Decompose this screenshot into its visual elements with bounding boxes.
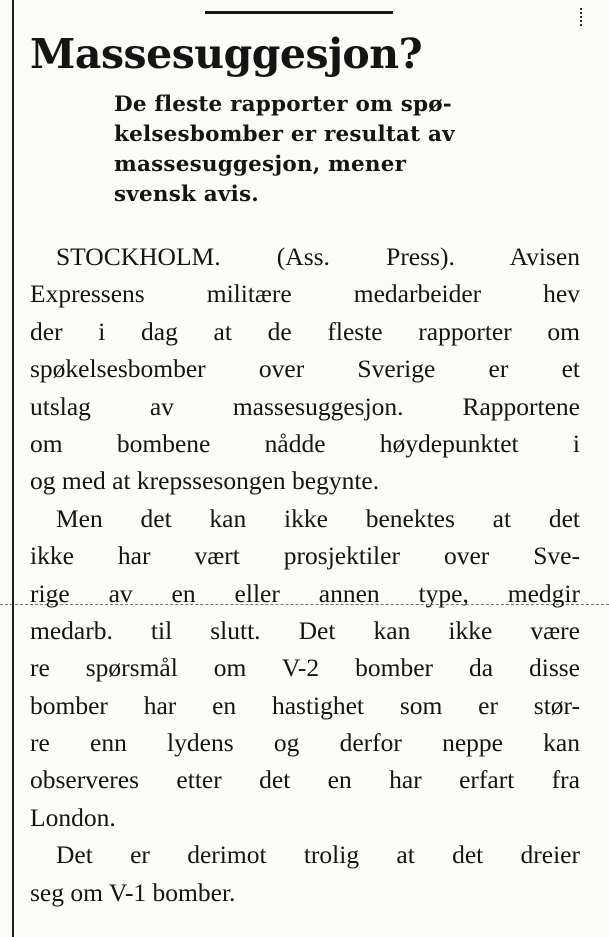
paragraph-1 [30, 238, 580, 500]
body-line: re enn lydens og derfor neppe kan [30, 728, 580, 758]
body-line: Men det kan ikke benektes at det [56, 503, 580, 533]
body-line: og med at krepssesongen begynte. [30, 466, 380, 496]
top-rule [205, 11, 393, 14]
subheadline-line: De fleste rapporter om spø- [114, 92, 452, 117]
body-line: om bombene nådde høydepunktet i [30, 428, 580, 458]
body-line: Det er derimot trolig at det dreier [56, 840, 580, 870]
body-line: observeres etter det en har erfart fra [30, 765, 580, 795]
body-line: spøkelsesbomber over Sverige er et [30, 354, 580, 384]
body-line: London. [30, 802, 116, 832]
subheadline-line: massesuggesjon, mener [114, 152, 407, 177]
body-line: bomber har en hastighet som er stør- [30, 690, 580, 720]
body-line: rige av en eller annen type, medgir [30, 578, 580, 608]
article-body [30, 238, 580, 911]
body-line: Expressens militære medarbeider hev [30, 279, 580, 309]
body-line: utslag av massesuggesjon. Rapportene [30, 391, 580, 421]
body-line: re spørsmål om V-2 bomber da disse [30, 653, 580, 683]
column-rule-marker [580, 8, 584, 26]
paragraph-2 [30, 500, 580, 837]
subheadline-line: kelsesbomber er resultat av [114, 122, 455, 147]
column-rule [12, 0, 14, 937]
paragraph-3 [30, 836, 580, 911]
body-line: medarb. til slutt. Det kan ikke være [30, 615, 580, 645]
body-line: der i dag at de fleste rapporter om [30, 316, 580, 346]
subheadline-line: svensk avis. [114, 182, 259, 207]
body-line: seg om V-1 bomber. [30, 877, 236, 907]
body-line: STOCKHOLM. (Ass. Press). Avisen [56, 242, 580, 271]
subheadline [114, 90, 554, 210]
headline: Massesuggesjon? [30, 30, 423, 78]
body-line: ikke har vært prosjektiler over Sve- [30, 541, 580, 571]
